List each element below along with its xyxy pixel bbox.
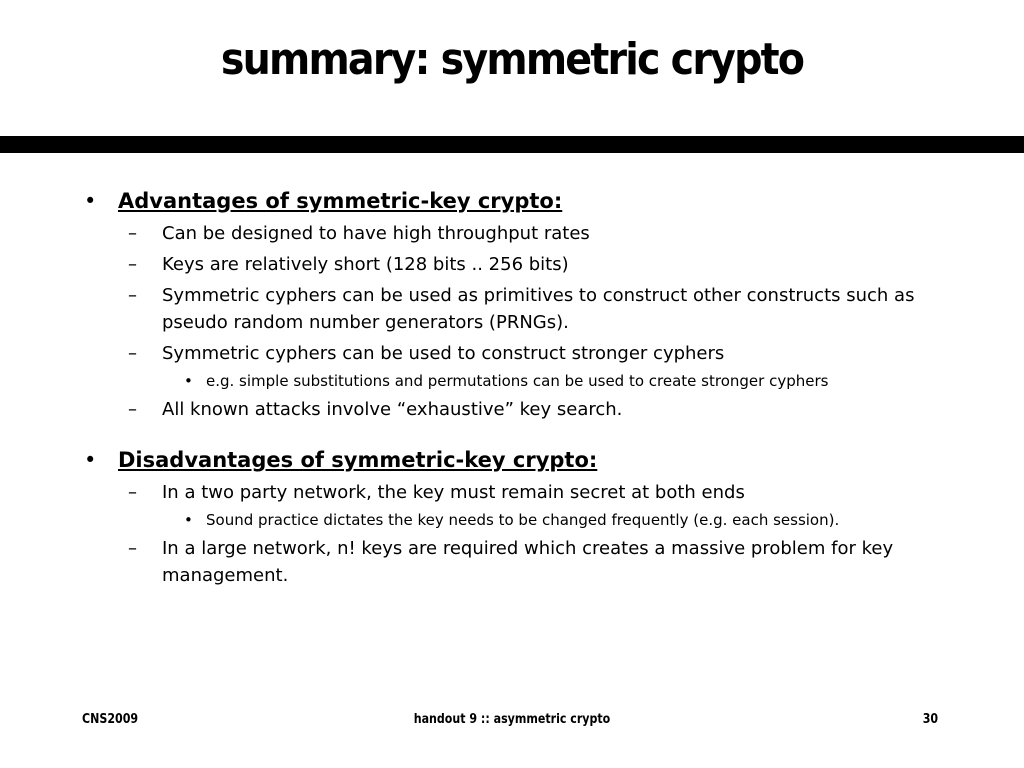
list-item-text: Keys are relatively short (128 bits .. 256 bits) bbox=[162, 254, 569, 275]
footer-page-number: 30 bbox=[922, 712, 938, 727]
list-item bbox=[80, 282, 960, 336]
footer-center: handout 9 :: asymmetric crypto bbox=[413, 712, 611, 727]
dash-icon: – bbox=[128, 343, 137, 364]
slide-title: summary: symmetric crypto bbox=[220, 34, 804, 85]
section-heading bbox=[80, 445, 960, 475]
list-item bbox=[80, 479, 960, 506]
sub-list-item bbox=[80, 370, 960, 392]
title-divider bbox=[0, 136, 1024, 153]
list-item-text: In a large network, n! keys are required which creates a massive problem for key management. bbox=[162, 538, 894, 586]
list-item bbox=[80, 220, 960, 247]
footer-left: CNS2009 bbox=[82, 712, 139, 727]
dash-icon: – bbox=[128, 538, 137, 559]
bullet-icon: • bbox=[84, 448, 97, 472]
dash-icon: – bbox=[128, 399, 137, 420]
list-item bbox=[80, 251, 960, 278]
section-heading bbox=[80, 186, 960, 216]
section-heading-text: Disadvantages of symmetric-key crypto: bbox=[118, 448, 598, 472]
list-item-text: Symmetric cyphers can be used as primitives to construct other constructs such as pseudo random number generators (PRNGs). bbox=[162, 285, 915, 333]
sub-list-item bbox=[80, 509, 960, 531]
list-item-text: In a two party network, the key must remain secret at both ends bbox=[162, 482, 745, 503]
slide-content bbox=[80, 186, 960, 611]
list-item-text: Symmetric cyphers can be used to construct stronger cyphers bbox=[162, 343, 725, 364]
list-item-text: All known attacks involve “exhaustive” key search. bbox=[162, 399, 623, 420]
section-advantages bbox=[80, 186, 960, 423]
list-item-text: Can be designed to have high throughput rates bbox=[162, 223, 590, 244]
sub-list-item-text: Sound practice dictates the key needs to be changed frequently (e.g. each session). bbox=[206, 511, 840, 529]
list-item bbox=[80, 340, 960, 367]
bullet-icon: • bbox=[184, 372, 193, 390]
section-disadvantages bbox=[80, 445, 960, 589]
bullet-icon: • bbox=[84, 189, 97, 213]
list-item bbox=[80, 535, 960, 589]
dash-icon: – bbox=[128, 254, 137, 275]
dash-icon: – bbox=[128, 223, 137, 244]
section-heading-text: Advantages of symmetric-key crypto: bbox=[118, 189, 563, 213]
dash-icon: – bbox=[128, 482, 137, 503]
bullet-icon: • bbox=[184, 511, 193, 529]
dash-icon: – bbox=[128, 285, 137, 306]
list-item bbox=[80, 396, 960, 423]
sub-list-item-text: e.g. simple substitutions and permutations can be used to create stronger cyphers bbox=[206, 372, 829, 390]
